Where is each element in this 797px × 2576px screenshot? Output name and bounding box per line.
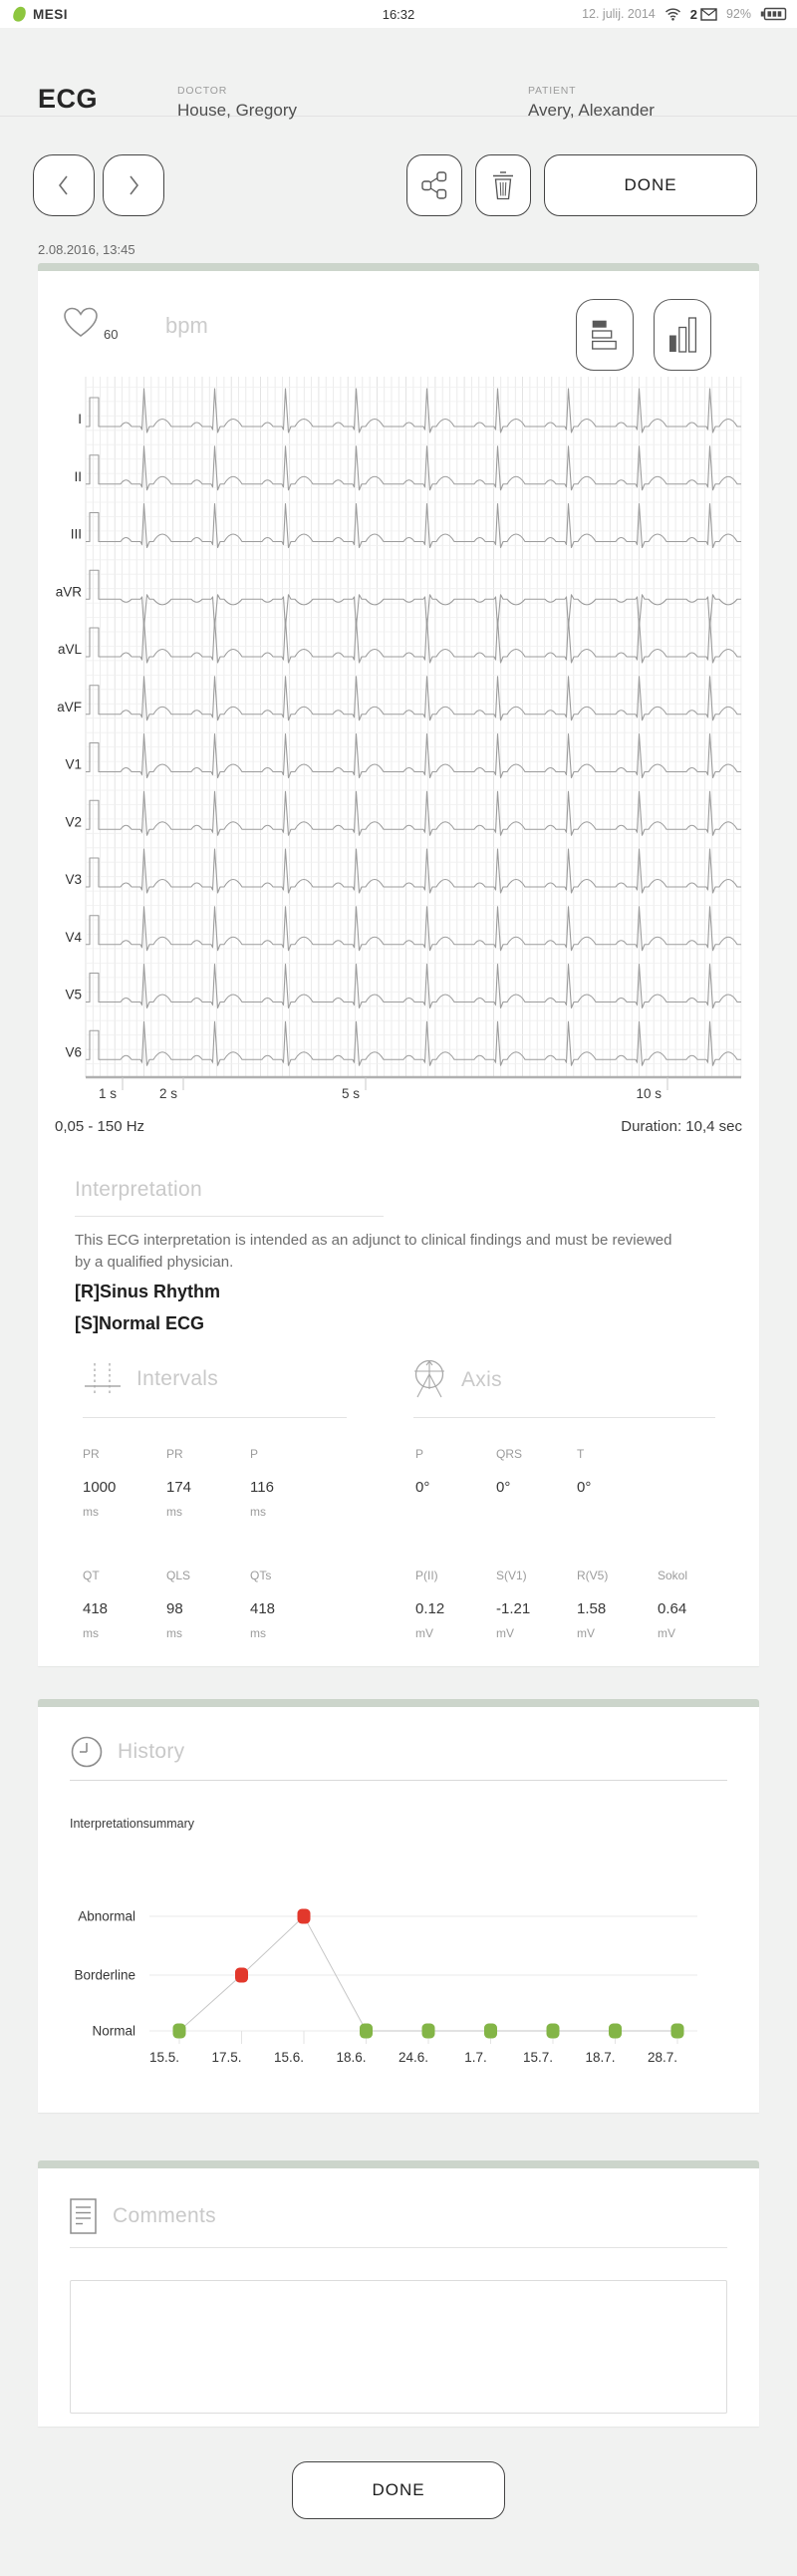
metric-value: 0° bbox=[415, 1479, 430, 1496]
metric-label: PR bbox=[166, 1447, 183, 1461]
done-button-bottom[interactable]: DONE bbox=[292, 2461, 505, 2519]
comments-heading: Comments bbox=[113, 2204, 216, 2227]
metric-cell bbox=[166, 1447, 250, 1519]
bpm-label: bpm bbox=[165, 313, 208, 338]
history-divider bbox=[70, 1780, 727, 1781]
list-view-icon bbox=[592, 320, 618, 350]
ecg-lead-label: aVF bbox=[57, 699, 82, 715]
metric-unit: ms bbox=[250, 1505, 266, 1519]
history-x-label: 24.6. bbox=[398, 2050, 429, 2065]
history-data-point bbox=[484, 2024, 497, 2039]
patient-name: Avery, Alexander bbox=[528, 101, 655, 120]
messages-indicator bbox=[690, 7, 717, 22]
axis-row bbox=[415, 1447, 658, 1496]
axis-divider bbox=[413, 1417, 715, 1418]
previous-record-button[interactable] bbox=[33, 154, 95, 216]
interpretation-finding: [S]Normal ECG bbox=[75, 1313, 205, 1333]
wifi-icon bbox=[664, 7, 681, 21]
share-icon bbox=[421, 171, 447, 199]
ecg-lead-label: aVR bbox=[55, 584, 82, 600]
metric-value: 0° bbox=[577, 1479, 592, 1496]
ecg-lead-label: V2 bbox=[65, 814, 82, 830]
comments-card bbox=[38, 2160, 759, 2427]
intervals-row bbox=[83, 1447, 334, 1519]
intervals-divider bbox=[83, 1417, 347, 1418]
battery-percent-label: 92% bbox=[725, 7, 751, 21]
metric-value: 0.12 bbox=[415, 1600, 445, 1617]
ecg-lead-label: V6 bbox=[65, 1044, 82, 1060]
metric-cell bbox=[250, 1447, 334, 1519]
trash-icon bbox=[490, 170, 516, 200]
history-heading: History bbox=[118, 1740, 185, 1763]
metric-cell bbox=[496, 1447, 577, 1496]
chevron-right-icon bbox=[126, 173, 141, 197]
page-header bbox=[0, 28, 797, 120]
duration-label: Duration: 10,4 sec bbox=[621, 1118, 742, 1135]
doctor-name: House, Gregory bbox=[177, 101, 297, 120]
patient-block bbox=[528, 85, 655, 121]
comments-document-icon bbox=[70, 2198, 97, 2234]
history-data-point bbox=[360, 2024, 373, 2039]
metric-label: P bbox=[415, 1447, 424, 1461]
list-view-toggle-button[interactable] bbox=[576, 299, 634, 371]
axis-header bbox=[411, 1359, 502, 1401]
metric-cell bbox=[83, 1569, 166, 1640]
interpretation-heading: Interpretation bbox=[75, 1178, 202, 1201]
ecg-time-tick-label: 1 s bbox=[98, 1086, 117, 1101]
ecg-time-tick-label: 5 s bbox=[341, 1086, 360, 1101]
metric-cell bbox=[577, 1569, 658, 1640]
ecg-lead-label: I bbox=[78, 412, 82, 427]
clock-icon bbox=[70, 1735, 104, 1769]
metric-label: PR bbox=[83, 1447, 100, 1461]
next-record-button[interactable] bbox=[103, 154, 164, 216]
status-bar bbox=[0, 0, 797, 28]
battery-icon bbox=[760, 7, 787, 21]
history-x-label: 15.6. bbox=[273, 2050, 305, 2065]
heart-icon bbox=[63, 307, 99, 339]
intervals-heading: Intervals bbox=[136, 1367, 219, 1390]
ecg-grid bbox=[86, 377, 741, 1077]
metric-label: QT bbox=[83, 1569, 100, 1582]
ecg-lead-label: V4 bbox=[65, 929, 82, 945]
metric-unit: mV bbox=[658, 1626, 675, 1640]
clock-label: 16:32 bbox=[382, 6, 415, 22]
metric-cell bbox=[415, 1447, 496, 1496]
metric-value: 418 bbox=[83, 1600, 109, 1617]
ecg-time-tick-label: 2 s bbox=[158, 1086, 177, 1101]
history-x-label: 28.7. bbox=[647, 2050, 678, 2065]
ecg-lead-label: V1 bbox=[65, 756, 82, 772]
metric-unit: ms bbox=[166, 1626, 182, 1640]
status-indicators bbox=[582, 7, 787, 22]
history-x-label: 18.7. bbox=[585, 2050, 616, 2065]
axis-heading: Axis bbox=[461, 1368, 502, 1391]
metric-label: QLS bbox=[166, 1569, 191, 1582]
history-x-label: 15.7. bbox=[522, 2050, 554, 2065]
history-data-point bbox=[298, 1909, 311, 1924]
metric-label: T bbox=[577, 1447, 585, 1461]
share-button[interactable] bbox=[406, 154, 462, 216]
record-timestamp: 2.08.2016, 13:45 bbox=[38, 242, 135, 257]
heart-rate-value: 60 bbox=[104, 327, 119, 342]
metric-cell bbox=[577, 1447, 658, 1496]
metric-label: S(V1) bbox=[496, 1569, 527, 1582]
metric-value: 0° bbox=[496, 1479, 511, 1496]
intervals-icon bbox=[83, 1361, 123, 1397]
metric-value: 98 bbox=[166, 1600, 183, 1617]
history-x-label: 18.6. bbox=[336, 2050, 367, 2065]
metric-label: P(II) bbox=[415, 1569, 438, 1582]
intervals-header bbox=[83, 1361, 218, 1397]
history-chart-svg bbox=[38, 1881, 759, 2086]
history-data-point bbox=[422, 2024, 435, 2039]
metric-value: 1.58 bbox=[577, 1600, 607, 1617]
bar-chart-view-icon bbox=[668, 317, 697, 353]
metric-value: 174 bbox=[166, 1479, 192, 1496]
history-y-label: Borderline bbox=[74, 1967, 135, 1983]
history-data-point bbox=[547, 2024, 560, 2039]
filter-range-label: 0,05 - 150 Hz bbox=[55, 1118, 145, 1135]
metric-value: 1000 bbox=[83, 1479, 117, 1496]
metric-cell bbox=[250, 1569, 334, 1640]
messages-count: 2 bbox=[689, 6, 697, 22]
ecg-lead-label: V3 bbox=[65, 872, 82, 887]
metric-value: 0.64 bbox=[658, 1600, 687, 1617]
axis-row bbox=[415, 1569, 738, 1640]
chart-view-toggle-button[interactable] bbox=[654, 299, 711, 371]
metric-label: P bbox=[250, 1447, 259, 1461]
interpretation-finding: [R]Sinus Rhythm bbox=[75, 1282, 220, 1301]
history-line bbox=[179, 1916, 677, 2031]
metric-label: Sokol bbox=[658, 1569, 688, 1582]
metric-unit: mV bbox=[496, 1626, 514, 1640]
doctor-label: DOCTOR bbox=[177, 85, 228, 97]
history-data-point bbox=[173, 2024, 186, 2039]
ecg-lead-label: aVL bbox=[57, 642, 82, 657]
ecg-lead-label: III bbox=[70, 526, 82, 542]
history-y-label: Normal bbox=[92, 2023, 135, 2039]
ecg-lead-label: V5 bbox=[65, 987, 82, 1002]
history-data-point bbox=[609, 2024, 622, 2039]
metric-value: 418 bbox=[250, 1600, 276, 1617]
metric-label: QRS bbox=[496, 1447, 523, 1461]
chevron-left-icon bbox=[56, 173, 72, 197]
date-label: 12. julij. 2014 bbox=[582, 7, 656, 21]
metric-cell bbox=[658, 1569, 738, 1640]
history-subtitle: Interpretationsummary bbox=[70, 1817, 195, 1831]
metric-cell bbox=[166, 1569, 250, 1640]
history-data-point bbox=[671, 2024, 684, 2039]
metric-cell bbox=[83, 1447, 166, 1519]
history-y-label: Abnormal bbox=[78, 1908, 135, 1924]
patient-label: PATIENT bbox=[528, 85, 577, 97]
ecg-svg bbox=[38, 373, 759, 1108]
comments-input[interactable] bbox=[70, 2280, 727, 2414]
metric-unit: mV bbox=[577, 1626, 595, 1640]
comments-divider bbox=[70, 2247, 727, 2248]
history-data-point bbox=[235, 1968, 248, 1983]
history-card bbox=[38, 1699, 759, 2113]
metric-cell bbox=[496, 1569, 577, 1640]
ecg-time-tick-label: 10 s bbox=[636, 1086, 662, 1101]
metric-unit: ms bbox=[250, 1626, 266, 1640]
metric-value: 116 bbox=[250, 1479, 274, 1496]
ecg-card bbox=[38, 263, 759, 1666]
brand-label: MESI bbox=[33, 6, 69, 22]
axis-icon bbox=[411, 1359, 447, 1401]
history-x-label: 17.5. bbox=[211, 2050, 242, 2065]
done-button[interactable]: DONE bbox=[544, 154, 757, 216]
metric-unit: ms bbox=[83, 1626, 99, 1640]
doctor-block bbox=[177, 85, 297, 121]
interpretation-disclaimer: This ECG interpretation is intended as an adjunct to clinical findings and must be reviewed by a qualified physician. bbox=[75, 1232, 672, 1271]
metric-unit: ms bbox=[166, 1505, 182, 1519]
comments-header bbox=[70, 2198, 216, 2234]
metric-unit: ms bbox=[83, 1505, 99, 1519]
history-x-label: 1.7. bbox=[464, 2050, 487, 2065]
intervals-row bbox=[83, 1569, 334, 1640]
ecg-lead-label: II bbox=[74, 468, 82, 484]
history-header bbox=[70, 1735, 184, 1769]
metric-label: R(V5) bbox=[577, 1569, 609, 1582]
history-x-label: 15.5. bbox=[148, 2050, 180, 2065]
metric-cell bbox=[415, 1569, 496, 1640]
page-title: ECG bbox=[38, 84, 99, 114]
interpretation-divider bbox=[75, 1216, 384, 1217]
delete-button[interactable] bbox=[475, 154, 531, 216]
metric-value: -1.21 bbox=[496, 1600, 531, 1617]
metric-label: QTs bbox=[250, 1569, 272, 1582]
metric-unit: mV bbox=[415, 1626, 433, 1640]
envelope-icon bbox=[700, 8, 717, 21]
